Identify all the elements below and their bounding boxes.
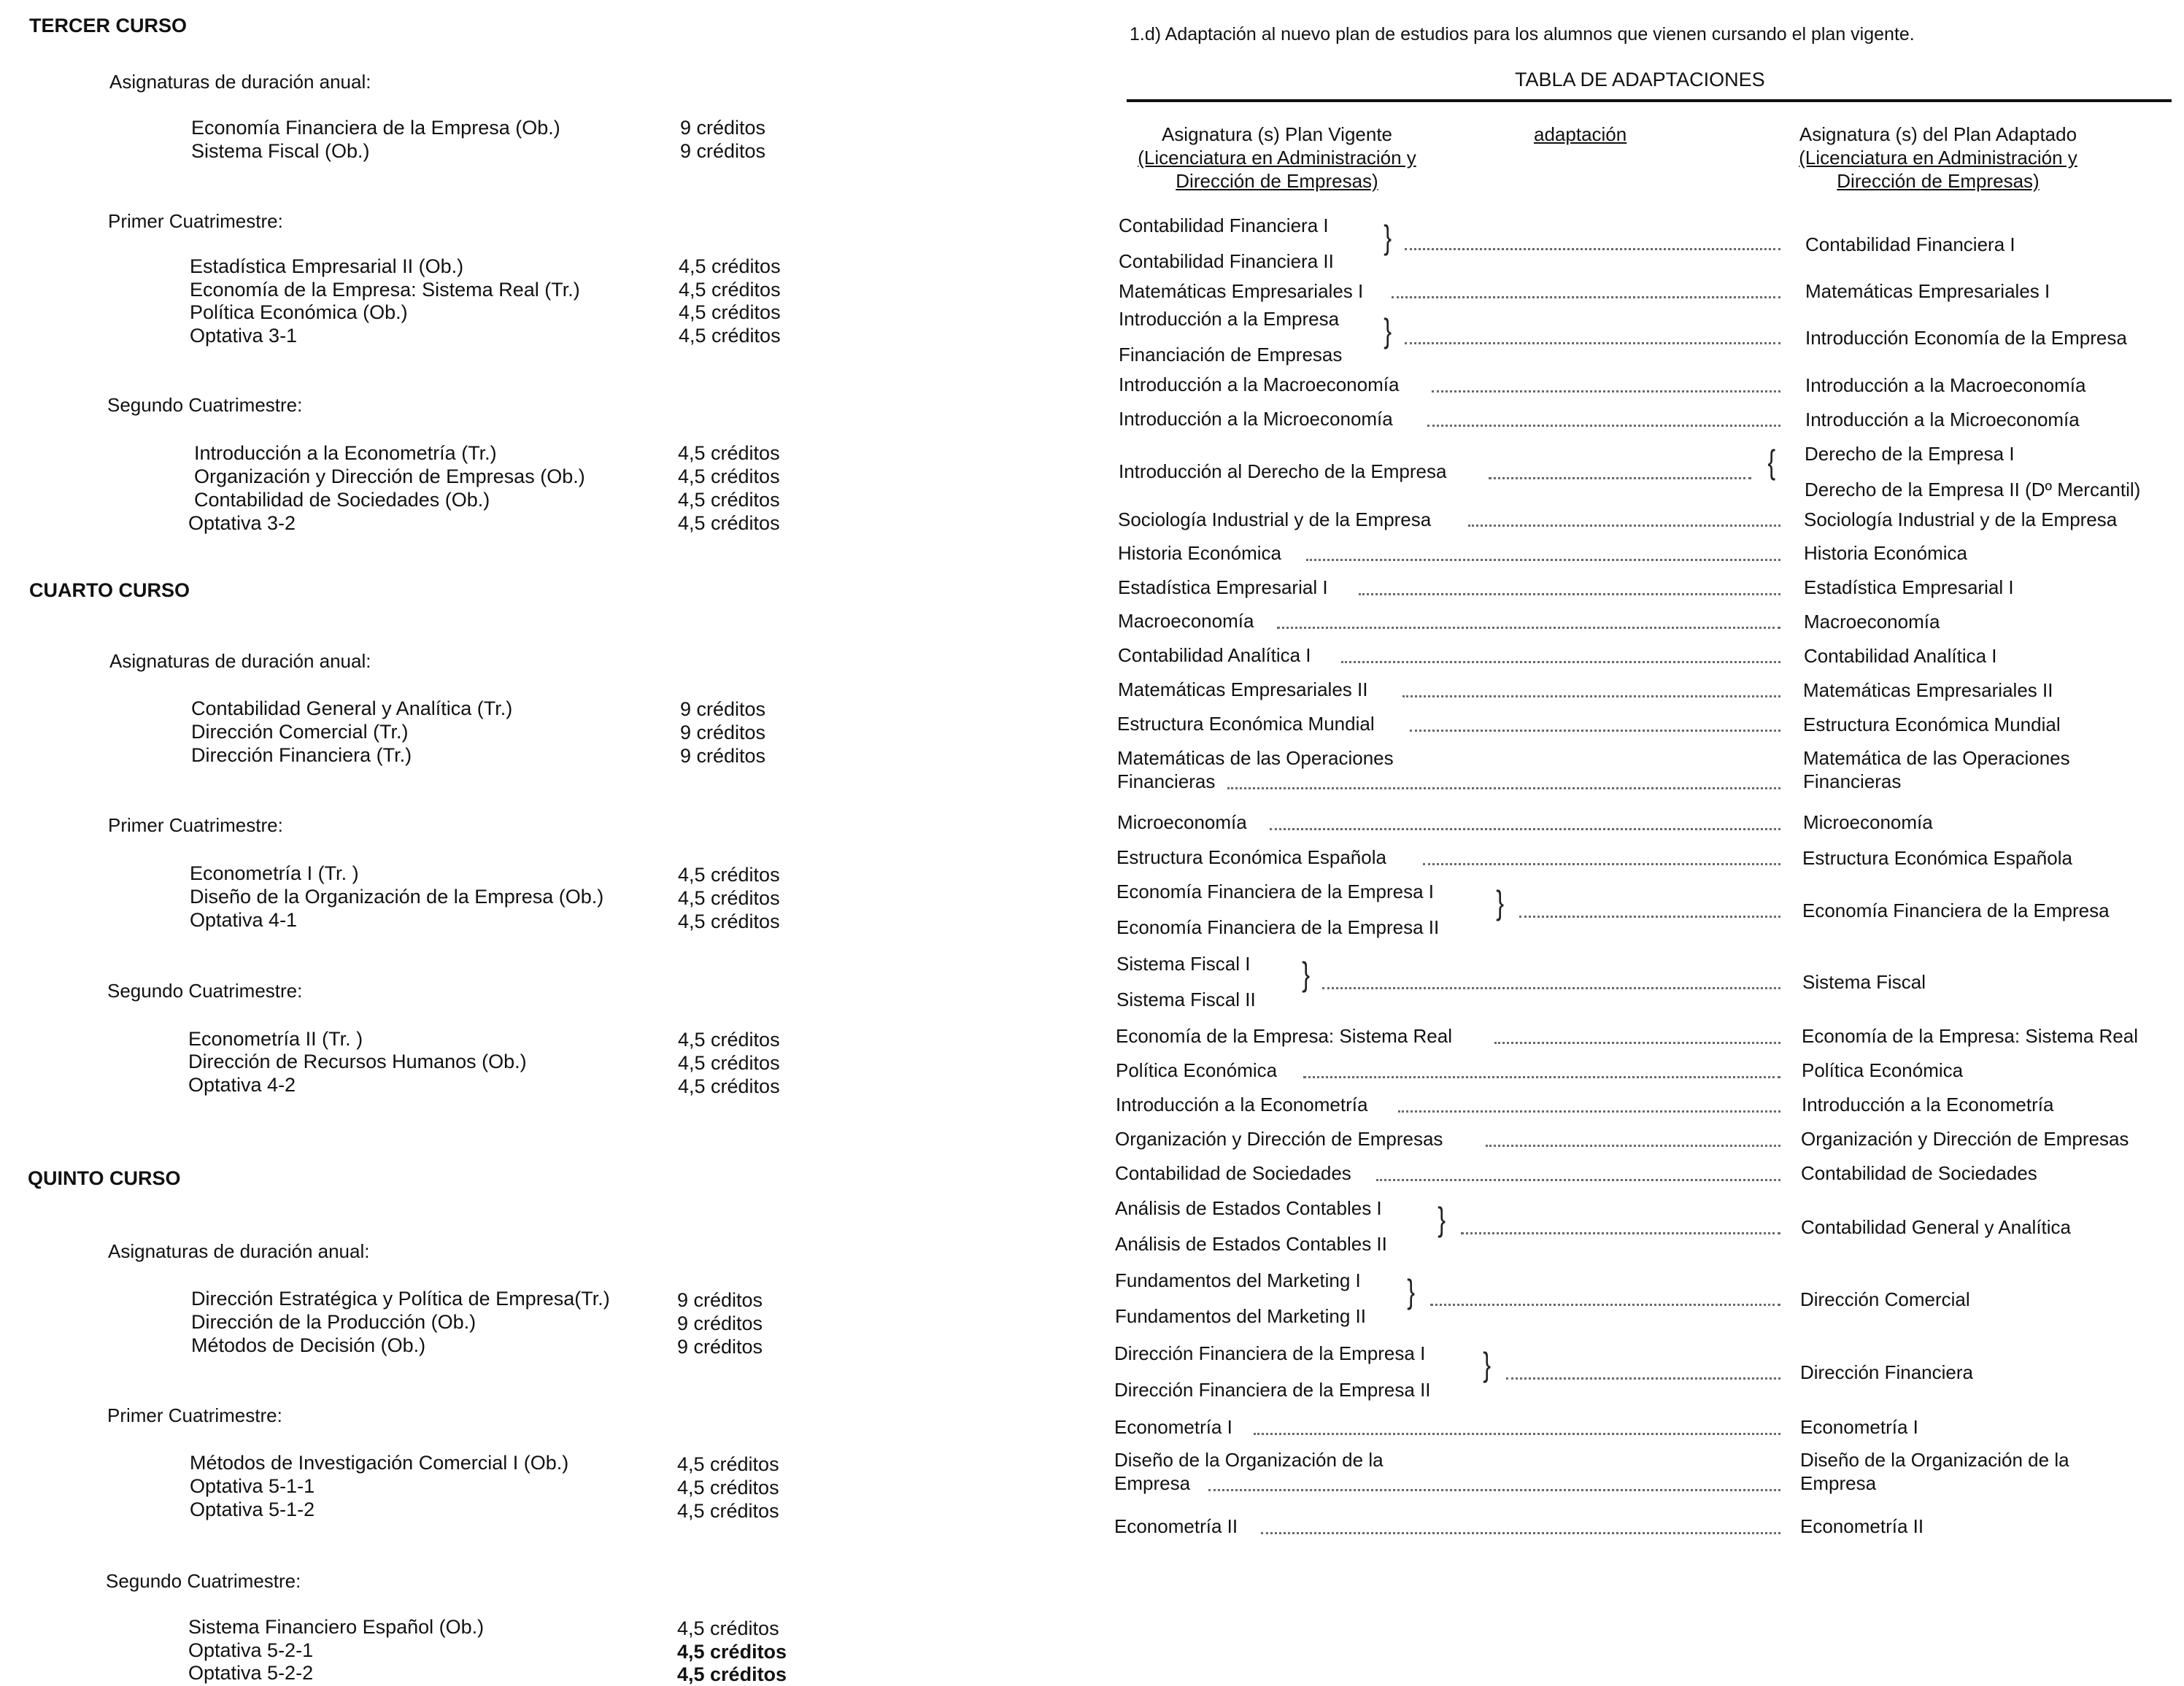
plan-vigente-subject: Econometría I: [1114, 1416, 1232, 1438]
dotted-leader: [1392, 296, 1780, 298]
subject-credits: 9 créditos: [677, 1336, 763, 1358]
subject-credits: 4,5 créditos: [678, 864, 780, 886]
plan-adaptado-subject: Derecho de la Empresa II (Dº Mercantil): [1805, 479, 2141, 500]
dotted-leader: [1270, 828, 1780, 830]
brace-icon: }: [1384, 312, 1392, 349]
plan-vigente-subject: Sociología Industrial y de la Empresa: [1118, 508, 1432, 530]
dotted-leader: [1489, 477, 1751, 479]
plan-vigente-subject: Introducción a la Microeconomía: [1119, 408, 1393, 430]
plan-vigente-subject: Economía Financiera de la Empresa II: [1116, 916, 1440, 938]
plan-adaptado-subject: Estadística Empresarial I: [1804, 576, 2014, 598]
subject-name: Dirección Financiera (Tr.): [191, 744, 412, 766]
section-label: Asignaturas de duración anual:: [109, 71, 371, 93]
plan-vigente-subject: Contabilidad Financiera II: [1119, 250, 1334, 272]
dotted-leader: [1427, 425, 1780, 427]
section-label: Segundo Cuatrimestre:: [106, 1570, 301, 1592]
subject-name: Sistema Financiero Español (Ob.): [188, 1616, 485, 1638]
dotted-leader: [1405, 342, 1780, 344]
section-label: Asignaturas de duración anual:: [108, 1240, 370, 1262]
subject-name: Diseño de la Organización de la Empresa (Ob.): [190, 886, 604, 908]
subject-name: Optativa 5-2-2: [188, 1662, 314, 1684]
table-title: TABLA DE ADAPTACIONES: [1515, 69, 1765, 90]
plan-vigente-subject: Dirección Financiera de la Empresa I: [1114, 1342, 1426, 1364]
brace-icon: }: [1767, 443, 1776, 481]
subject-name: Dirección de la Producción (Ob.): [191, 1311, 476, 1333]
course-title: TERCER CURSO: [29, 15, 188, 36]
plan-adaptado-subject: Historia Económica: [1804, 542, 1967, 564]
dotted-leader: [1341, 661, 1780, 663]
plan-adaptado-subject: Sociología Industrial y de la Empresa: [1804, 508, 2118, 530]
plan-adaptado-subject: Introducción a la Microeconomía: [1805, 409, 2080, 430]
subject-name: Optativa 3-2: [188, 512, 296, 534]
header-line: Dirección de Empresas): [1176, 170, 1378, 192]
plan-adaptado-subject: Microeconomía: [1803, 811, 1933, 833]
dotted-leader: [1322, 987, 1780, 989]
plan-adaptado-subject: Estructura Económica Mundial: [1803, 714, 2061, 735]
course-title: QUINTO CURSO: [28, 1167, 181, 1189]
plan-adaptado-subject: Matemáticas Empresariales I: [1805, 280, 2050, 302]
subject-name: Política Económica (Ob.): [190, 301, 408, 323]
plan-vigente-subject: Financiación de Empresas: [1119, 344, 1343, 366]
plan-vigente-subject: Macroeconomía: [1118, 610, 1254, 632]
brace-icon: }: [1496, 883, 1505, 921]
plan-adaptado-subject: Introducción Economía de la Empresa: [1805, 327, 2127, 349]
subject-credits: 4,5 créditos: [677, 1663, 787, 1685]
dotted-leader: [1277, 627, 1780, 629]
intro-text: 1.d) Adaptación al nuevo plan de estudios para los alumnos que vienen cursando el plan vigente.: [1130, 24, 1915, 45]
dotted-leader: [1306, 559, 1780, 561]
subject-credits: 4,5 créditos: [678, 1029, 780, 1051]
plan-vigente-subject: Fundamentos del Marketing I: [1115, 1269, 1361, 1291]
subject-credits: 4,5 créditos: [677, 1617, 779, 1639]
subject-credits: 4,5 créditos: [677, 1453, 779, 1475]
plan-adaptado-subject: Macroeconomía: [1804, 611, 1940, 633]
plan-adaptado-subject: Derecho de la Empresa I: [1805, 443, 2015, 465]
header-col-plan-vigente: [1124, 123, 1430, 193]
subject-credits: 4,5 créditos: [678, 442, 780, 464]
plan-vigente-subject: Historia Económica: [1118, 542, 1281, 564]
section-label: Primer Cuatrimestre:: [107, 1404, 282, 1426]
subject-credits: 4,5 créditos: [678, 1075, 780, 1097]
subject-name: Métodos de Decisión (Ob.): [191, 1334, 426, 1356]
plan-vigente-subject: Matemáticas de las Operaciones: [1117, 747, 1394, 769]
plan-vigente-subject: Economía de la Empresa: Sistema Real: [1116, 1025, 1452, 1047]
plan-vigente-subject: Análisis de Estados Contables I: [1115, 1197, 1382, 1219]
subject-credits: 4,5 créditos: [678, 489, 780, 511]
subject-credits: 9 créditos: [680, 117, 766, 139]
dotted-leader: [1432, 390, 1780, 393]
dotted-leader: [1494, 1042, 1780, 1044]
plan-vigente-subject: Introducción a la Empresa: [1119, 308, 1340, 330]
subject-credits: 4,5 créditos: [678, 512, 780, 534]
plan-vigente-subject: Sistema Fiscal II: [1116, 989, 1256, 1010]
subject-name: Economía de la Empresa: Sistema Real (Tr.): [190, 279, 580, 301]
plan-adaptado-subject: Economía de la Empresa: Sistema Real: [1802, 1025, 2138, 1047]
plan-vigente-subject: Economía Financiera de la Empresa I: [1116, 881, 1434, 902]
plan-adaptado-subject: Organización y Dirección de Empresas: [1801, 1128, 2129, 1150]
dotted-leader: [1506, 1377, 1780, 1380]
subject-credits: 4,5 créditos: [678, 1052, 780, 1074]
subject-credits: 4,5 créditos: [679, 279, 781, 301]
dotted-leader: [1519, 916, 1780, 918]
subject-credits: 9 créditos: [680, 698, 766, 720]
subject-credits: 4,5 créditos: [678, 465, 780, 487]
plan-vigente-subject: Introducción al Derecho de la Empresa: [1119, 460, 1447, 482]
section-label: Segundo Cuatrimestre:: [107, 980, 303, 1002]
plan-adaptado-subject: Sistema Fiscal: [1802, 971, 1926, 993]
plan-vigente-subject: Estructura Económica Española: [1116, 846, 1386, 868]
subject-credits: 4,5 créditos: [678, 887, 780, 909]
subject-name: Contabilidad General y Analítica (Tr.): [191, 697, 513, 719]
plan-vigente-subject: Organización y Dirección de Empresas: [1115, 1128, 1443, 1150]
subject-name: Econometría II (Tr. ): [188, 1028, 363, 1050]
dotted-leader: [1208, 1489, 1780, 1491]
dotted-leader: [1303, 1076, 1780, 1078]
subject-name: Optativa 4-1: [190, 909, 298, 931]
table-rule: [1127, 99, 2172, 102]
plan-vigente-subject: Introducción a la Econometría: [1116, 1094, 1368, 1115]
brace-icon: }: [1438, 1200, 1446, 1238]
subject-name: Dirección Comercial (Tr.): [191, 721, 409, 743]
plan-adaptado-subject: Estructura Económica Española: [1802, 847, 2072, 869]
subject-name: Estadística Empresarial II (Ob.): [190, 255, 464, 277]
plan-adaptado-subject: Contabilidad Analítica I: [1804, 645, 1997, 667]
dotted-leader: [1402, 695, 1780, 697]
plan-vigente-subject: Matemáticas Empresariales II: [1118, 678, 1368, 700]
subject-name: Optativa 4-2: [188, 1074, 296, 1096]
plan-adaptado-subject: Contabilidad Financiera I: [1805, 233, 2015, 255]
dotted-leader: [1423, 863, 1780, 865]
subject-credits: 9 créditos: [677, 1289, 763, 1311]
plan-adaptado-subject: Econometría II: [1800, 1515, 1924, 1537]
dotted-leader: [1410, 730, 1780, 732]
plan-vigente-subject: Econometría II: [1114, 1515, 1238, 1537]
subject-credits: 4,5 créditos: [677, 1641, 787, 1663]
dotted-leader: [1376, 1179, 1780, 1181]
plan-adaptado-subject: Introducción a la Macroeconomía: [1805, 374, 2086, 396]
plan-adaptado-subject: Política Económica: [1802, 1059, 1964, 1081]
subject-credits: 9 créditos: [677, 1312, 763, 1334]
plan-adaptado-subject: Matemática de las Operaciones: [1803, 747, 2070, 769]
plan-vigente-subject: Sistema Fiscal I: [1116, 953, 1251, 975]
header-line: Asignatura (s) Plan Vigente: [1161, 123, 1393, 145]
plan-vigente-subject: Política Económica: [1116, 1059, 1278, 1081]
subject-credits: 4,5 créditos: [677, 1477, 779, 1499]
dotted-leader: [1359, 593, 1780, 595]
subject-credits: 4,5 créditos: [677, 1500, 779, 1522]
plan-vigente-subject: Estructura Económica Mundial: [1117, 713, 1375, 735]
plan-vigente-subject: Fundamentos del Marketing II: [1115, 1305, 1366, 1327]
dotted-leader: [1398, 1110, 1780, 1113]
header-col-adaptacion: adaptación: [1534, 123, 1627, 145]
brace-icon: }: [1407, 1272, 1416, 1310]
section-label: Asignaturas de duración anual:: [109, 650, 371, 672]
plan-adaptado-subject: Contabilidad de Sociedades: [1801, 1162, 2037, 1184]
plan-adaptado-subject: Empresa: [1800, 1472, 1877, 1494]
plan-vigente-subject: Financieras: [1117, 770, 1216, 792]
subject-credits: 4,5 créditos: [679, 325, 781, 347]
subject-name: Optativa 3-1: [190, 325, 298, 347]
plan-adaptado-subject: Introducción a la Econometría: [1802, 1094, 2054, 1115]
subject-name: Econometría I (Tr. ): [190, 862, 359, 884]
subject-credits: 4,5 créditos: [679, 301, 781, 323]
plan-vigente-subject: Dirección Financiera de la Empresa II: [1114, 1379, 1431, 1401]
subject-name: Métodos de Investigación Comercial I (Ob.): [190, 1452, 569, 1474]
course-title: CUARTO CURSO: [29, 579, 190, 601]
plan-vigente-subject: Contabilidad Analítica I: [1118, 644, 1311, 666]
subject-credits: 9 créditos: [680, 140, 766, 162]
header-line: (Licenciatura en Administración y: [1138, 147, 1416, 169]
plan-vigente-subject: Microeconomía: [1117, 811, 1247, 833]
subject-name: Contabilidad de Sociedades (Ob.): [194, 489, 490, 511]
subject-name: Dirección de Recursos Humanos (Ob.): [188, 1051, 527, 1072]
subject-name: Optativa 5-1-2: [190, 1499, 315, 1520]
plan-vigente-subject: Matemáticas Empresariales I: [1119, 280, 1364, 302]
dotted-leader: [1468, 525, 1780, 527]
subject-name: Optativa 5-1-1: [190, 1475, 315, 1497]
dotted-leader: [1461, 1232, 1780, 1234]
plan-vigente-subject: Estadística Empresarial I: [1118, 576, 1328, 598]
plan-adaptado-subject: Matemáticas Empresariales II: [1803, 679, 2053, 701]
dotted-leader: [1430, 1304, 1780, 1306]
plan-vigente-subject: Introducción a la Macroeconomía: [1119, 374, 1400, 395]
subject-name: Introducción a la Econometría (Tr.): [194, 442, 497, 464]
dotted-leader: [1486, 1145, 1780, 1147]
plan-adaptado-subject: Diseño de la Organización de la: [1800, 1449, 2069, 1471]
plan-vigente-subject: Contabilidad de Sociedades: [1115, 1162, 1351, 1184]
plan-vigente-subject: Análisis de Estados Contables II: [1115, 1233, 1387, 1255]
subject-name: Economía Financiera de la Empresa (Ob.): [191, 117, 560, 139]
dotted-leader: [1254, 1433, 1780, 1435]
plan-adaptado-subject: Dirección Comercial: [1800, 1288, 1970, 1310]
header-line: (Licenciatura en Administración y: [1799, 147, 2077, 169]
subject-name: Organización y Dirección de Empresas (Ob.): [194, 465, 585, 487]
section-label: Primer Cuatrimestre:: [108, 814, 283, 836]
section-label: Primer Cuatrimestre:: [108, 210, 283, 232]
subject-name: Dirección Estratégica y Política de Empresa(Tr.): [191, 1288, 610, 1310]
plan-vigente-subject: Empresa: [1114, 1472, 1191, 1494]
dotted-leader: [1261, 1532, 1780, 1534]
plan-adaptado-subject: Economía Financiera de la Empresa: [1802, 900, 2110, 921]
brace-icon: }: [1483, 1345, 1492, 1383]
subject-credits: 4,5 créditos: [679, 255, 781, 277]
plan-adaptado-subject: Dirección Financiera: [1800, 1361, 1973, 1383]
subject-name: Optativa 5-2-1: [188, 1639, 314, 1661]
subject-credits: 9 créditos: [680, 745, 766, 767]
dotted-leader: [1405, 248, 1780, 250]
header-col-plan-adaptado: [1778, 123, 2099, 193]
plan-adaptado-subject: Econometría I: [1800, 1416, 1918, 1438]
brace-icon: }: [1384, 218, 1392, 256]
subject-credits: 4,5 créditos: [678, 910, 780, 932]
plan-adaptado-subject: Financieras: [1803, 770, 1902, 792]
subject-credits: 9 créditos: [680, 722, 766, 743]
subject-name: Sistema Fiscal (Ob.): [191, 140, 370, 162]
header-line: Dirección de Empresas): [1837, 170, 2040, 192]
plan-adaptado-subject: Contabilidad General y Analítica: [1801, 1216, 2072, 1238]
brace-icon: }: [1302, 955, 1311, 993]
header-line: Asignatura (s) del Plan Adaptado: [1799, 123, 2077, 145]
dotted-leader: [1227, 787, 1780, 789]
plan-vigente-subject: Contabilidad Financiera I: [1119, 214, 1329, 236]
plan-vigente-subject: Diseño de la Organización de la: [1114, 1449, 1384, 1471]
section-label: Segundo Cuatrimestre:: [107, 394, 303, 416]
